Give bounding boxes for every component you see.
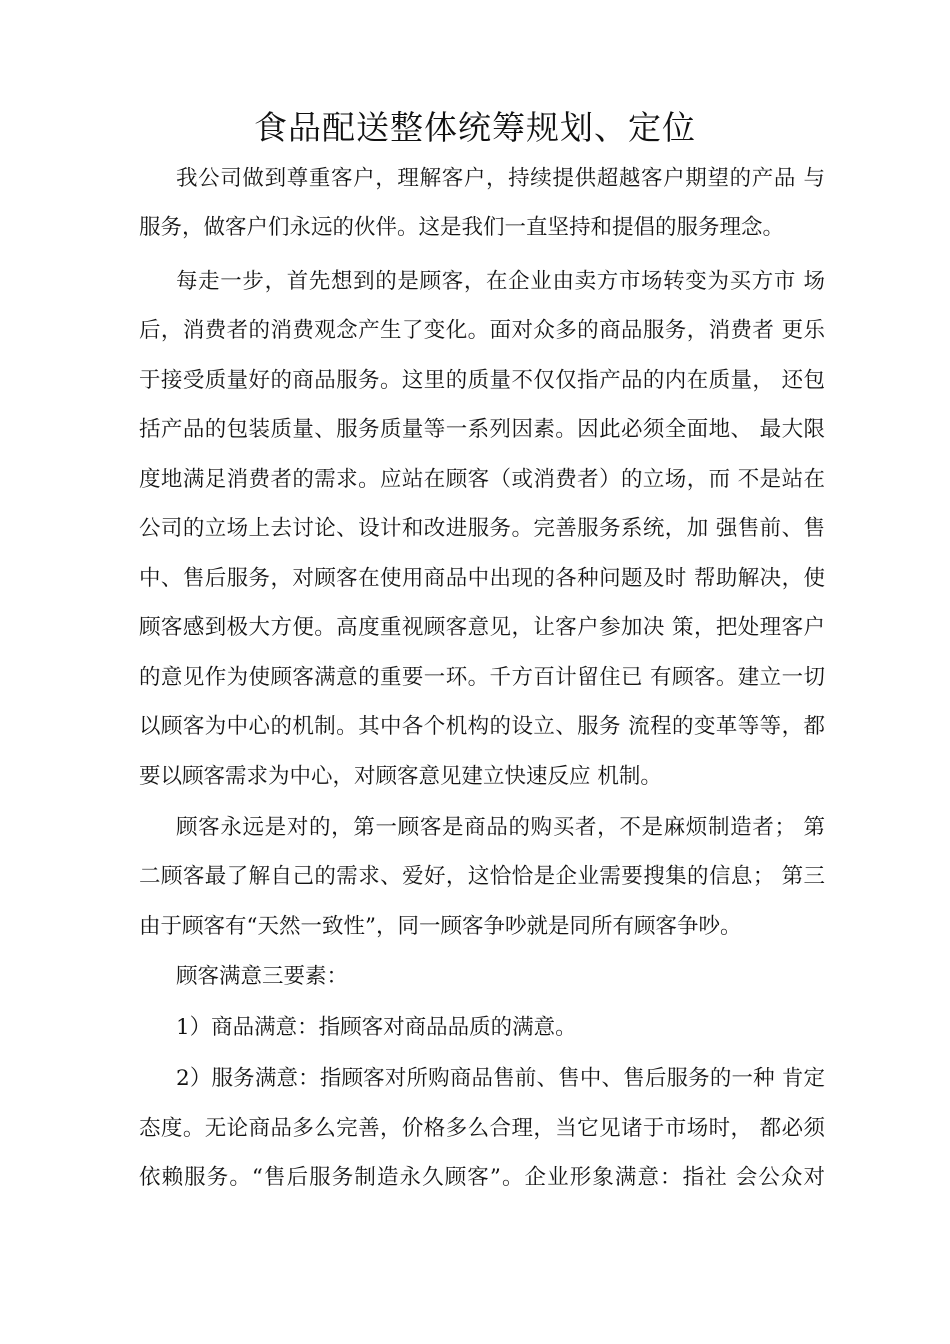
paragraph-line: 二顾客最了解自己的需求、爱好，这恰恰是企业需要搜集的信息； 第三 <box>139 864 825 889</box>
paragraph-line: 以顾客为中心的机制。其中各个机构的设立、服务 流程的变革等等，都 <box>139 714 825 739</box>
paragraph-line: 后，消费者的消费观念产生了变化。面对众多的商品服务，消费者 更乐 <box>139 318 825 343</box>
paragraph-line: 括产品的包装质量、服务质量等一系列因素。因此必须全面地、 最大限 <box>139 417 825 442</box>
paragraph-line: 我公司做到尊重客户，理解客户，持续提供超越客户期望的产品 与 <box>176 166 825 191</box>
paragraph-line: 顾客感到极大方便。高度重视顾客意见，让客户参加决 策，把处理客户 <box>139 615 825 640</box>
paragraph-line: 中、售后服务，对顾客在使用商品中出现的各种问题及时 帮助解决，使 <box>139 566 825 591</box>
paragraph-line: 态度。无论商品多么完善，价格多么合理，当它见诸于市场时， 都必须 <box>139 1116 825 1141</box>
paragraph-line: 每走一步，首先想到的是顾客，在企业由卖方市场转变为买方市 场 <box>176 269 825 294</box>
paragraph-line: 顾客满意三要素： <box>176 964 349 989</box>
paragraph-line: 依赖服务。“售后服务制造永久顾客”。企业形象满意：指社 会公众对 <box>139 1165 825 1190</box>
paragraph-line: 由于顾客有“天然一致性”，同一顾客争吵就是同所有顾客争吵。 <box>139 914 742 939</box>
list-item: 1）商品满意：指顾客对商品品质的满意。 <box>176 1015 577 1040</box>
paragraph-line: 度地满足消费者的需求。应站在顾客（或消费者）的立场，而 不是站在 <box>139 467 825 492</box>
paragraph-line: 的意见作为使顾客满意的重要一环。千方百计留住已 有顾客。建立一切 <box>139 665 825 690</box>
paragraph-line: 要以顾客需求为中心，对顾客意见建立快速反应 机制。 <box>139 764 662 789</box>
list-item: 2）服务满意：指顾客对所购商品售前、售中、售后服务的一种 肯定 <box>176 1066 825 1091</box>
paragraph-line: 服务，做客户们永远的伙伴。这是我们一直坚持和提倡的服务理念。 <box>139 215 785 240</box>
paragraph-line: 于接受质量好的商品服务。这里的质量不仅仅指产品的内在质量， 还包 <box>139 368 825 393</box>
paragraph-line: 公司的立场上去讨论、设计和改进服务。完善服务系统，加 强售前、售 <box>139 516 825 541</box>
paragraph-line: 顾客永远是对的，第一顾客是商品的购买者，不是麻烦制造者； 第 <box>176 815 825 840</box>
document-title: 食品配送整体统筹规划、定位 <box>254 108 696 147</box>
